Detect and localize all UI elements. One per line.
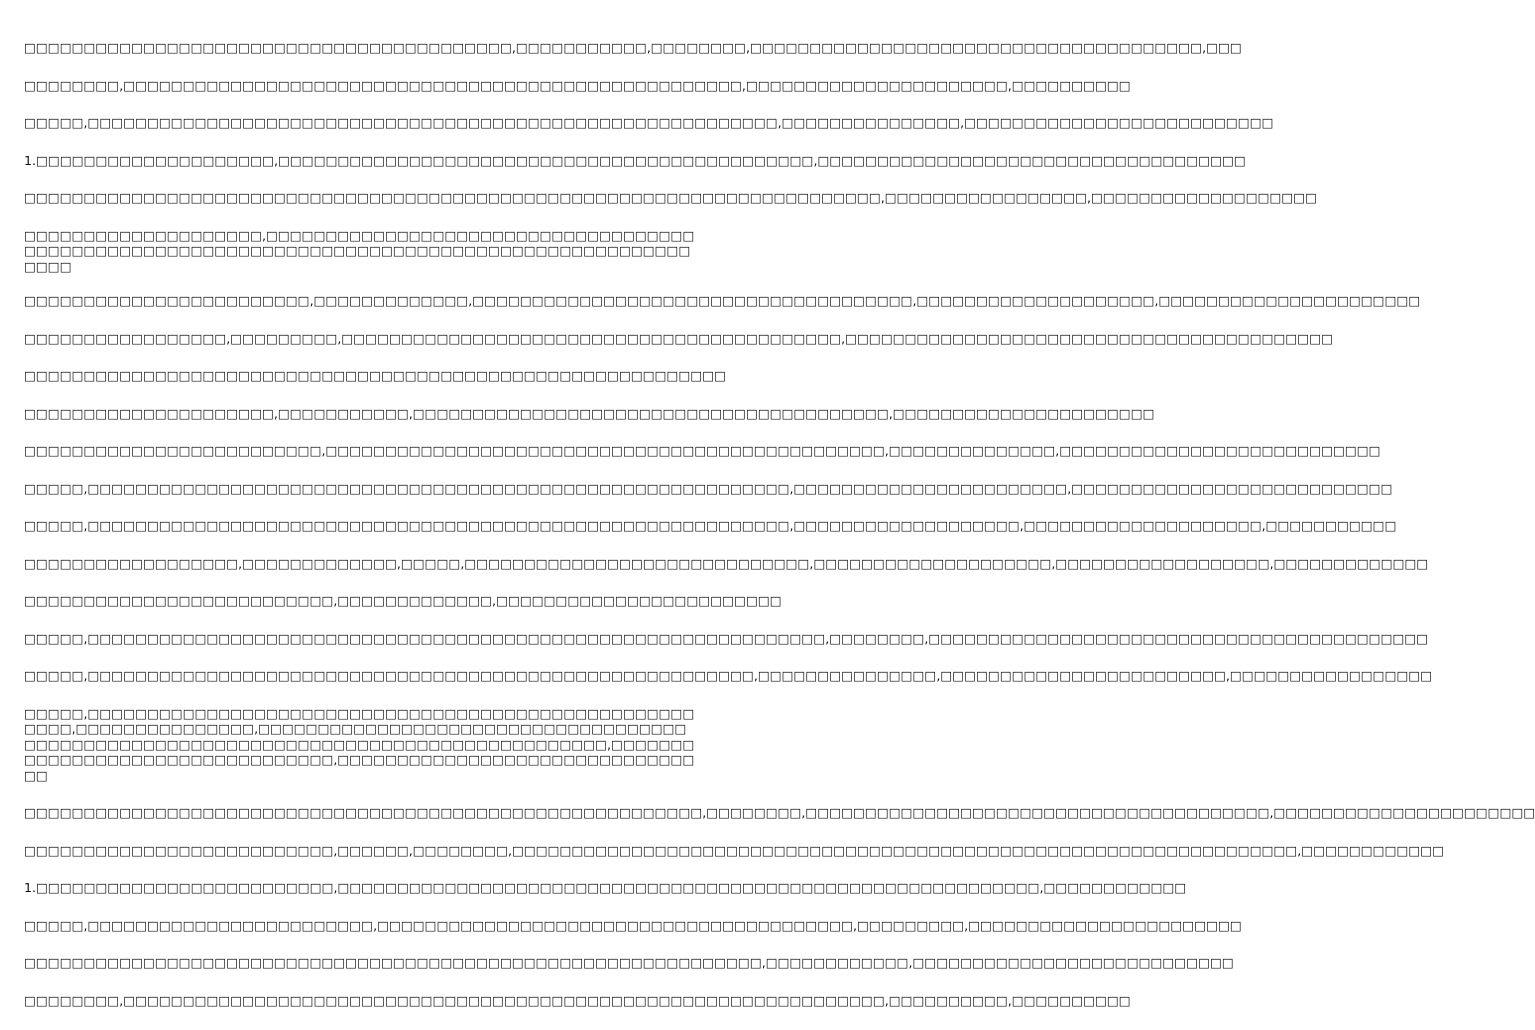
paragraph: □□□□□,□□□□□□□□□□□□□□□□□□□□□□□□□□□□□□□□□□□□□□□□□□□□□□□□□□□□□□□□,□□□□□□□□□□□□□□□,□□□□□□□□□□□□□□□□□□□□□□□□,□□□□□□□□□□□□□□□□□: [24, 668, 1433, 683]
paragraph: □□□□□□□□□□□□□□□□□,□□□□□□□□□,□□□□□□□□□□□□□□□□□□□□□□□□□□□□□□□□□□□□□□□□□□,□□□□□□□□□□□□□□□□□□□□□□□□□□□□□□□□□□□□□□□□□: [24, 330, 1333, 346]
paragraph: □□□□□,□□□□□□□□□□□□□□□□□□□□□□□□□□□□□□□□□□□□□□□□□□□□□□□□□□□□□□□,□□□□□□□□□□□□□□□,□□□□□□□□□□□□□□□□□□□□□□□□□□□□□□□□□□□□□□□□□□□□□□□□□□□□□□□□□□□□□□□□□□□□□□□□□□□□□□□□□□□□□,□□□□□□□□□□□□□□□□□□□□□□□□□□□□□□□□□,□□□□□□□□□□□□□□□□□□□□□□□□□□□□□□□□: [24, 705, 695, 783]
paragraph: □□□□□□□□□□□□□□□□□□□□□□□□□,□□□□□□□□□□□□□□□□□□□□□□□□□□□□□□□□□□□□□□□□□□□□□□□,□□□□□□□□□□□□□□,□□□□□□□□□□□□□□□□□□□□□□□□□□□: [24, 443, 1381, 458]
paragraph: □□□□□□□□□□□□□□□□□□□□□□□□□□□□□□□□□□□□□□□□□□□□□□□□□□□□□□□□□□□: [24, 368, 727, 383]
paragraph: □□□□□□□□,□□□□□□□□□□□□□□□□□□□□□□□□□□□□□□□□□□□□□□□□□□□□□□□□□□□□□□□□□□□□□□□□,□□□□□□□□□□,□□□□□□□□□□: [24, 992, 1131, 1008]
paragraph: □□□□□,□□□□□□□□□□□□□□□□□□□□□□□□□□□□□□□□□□□□□□□□□□□□□□□□□□□□□□□□□□□□□□,□□□□□□□□,□□□□□□□□□□□□□□□□□□□□□□□□□□□□□□□□□□□□□□□□□□: [24, 630, 1429, 646]
document-body: [24, 40, 1535, 1030]
paragraph: □□□□□□□□□□□□□□□□□□□□□□□□□□□□□□□□□□□□□□□□□□□□□□□□□□□□□□□□□,□□□□□□□□,□□□□□□□□□□□□□□□□□□□□□□□□□□□□□□□□□□□□□□□,□□□□□□□□□□□□□□□□□□□□□□: [24, 805, 1535, 820]
paragraph: □□□□□□□□□□□□□□□□□□□□□□□□,□□□□□□□□□□□□□,□□□□□□□□□□□□□□□□□□□□□□□□□□□□□□□□□□□□□,□□□□□□□□□□□□□□□□□□□□,□□□□□□□□□□□□□□□□□□□□□□: [24, 293, 1421, 308]
paragraph: □□□□□,□□□□□□□□□□□□□□□□□□□□□□□□□□□□□□□□□□□□□□□□□□□□□□□□□□□□□□□□□□□,□□□□□□□□□□□□□□□□□□□,□□□□□□□□□□□□□□□□□□□□,□□□□□□□□□□□: [24, 518, 1397, 533]
paragraph: □□□□□,□□□□□□□□□□□□□□□□□□□□□□□□□□□□□□□□□□□□□□□□□□□□□□□□□□□□□□□□□□,□□□□□□□□□□□□□□□,□□□□□□□□□□□□□□□□□□□□□□□□□□: [24, 115, 1274, 130]
numbered-paragraph: 1.□□□□□□□□□□□□□□□□□□□□□□□□□,□□□□□□□□□□□□□□□□□□□□□□□□□□□□□□□□□□□□□□□□□□□□□□□□□□□□□□□□□□□,□□□□□□□□□□□□: [24, 880, 1187, 895]
paragraph: □□□□□□□□□□□□□□□□□□□□□□□□□□□□□□□□□□□□□□□□□□□□□□□□□□□□□□□□□□□□□□,□□□□□□□□□□□□,□□□□□□□□□□□□□□□□□□□□□□□□□□□: [24, 955, 1234, 970]
paragraph: □□□□□□□□□□□□□□□□□□□□,□□□□□□□□□□□□□□□□□□□□□□□□□□□□□□□□□□□□□□□□□□□□□□□□□□□□□□□□□□□□□□□□□□□□□□□□□□□□□□□□□□□□□□□□□□□□□□□□: [24, 227, 695, 274]
paragraph: □□□□□□□□□□□□□□□□□□□□□□□□□□,□□□□□□,□□□□□□□□,□□□□□□□□□□□□□□□□□□□□□□□□□□□□□□□□□□□□□□□□□□□□□□□□□□□□□□□□□□□□□□□□□□,□□□□□□□□□□□□: [24, 842, 1445, 858]
paragraph: □□□□□□□□□□□□□□□□□□□□□□□□□□□□□□□□□□□□□□□□□,□□□□□□□□□□□,□□□□□□□□,□□□□□□□□□□□□□□□□□□□□□□□□□□□□□□□□□□□□□□,□□□: [24, 40, 1242, 55]
paragraph: □□□□□,□□□□□□□□□□□□□□□□□□□□□□□□□□□□□□□□□□□□□□□□□□□□□□□□□□□□□□□□□□□,□□□□□□□□□□□□□□□□□□□□□□□,□□□□□□□□□□□□□□□□□□□□□□□□□□□: [24, 480, 1393, 496]
paragraph: □□□□□□□□,□□□□□□□□□□□□□□□□□□□□□□□□□□□□□□□□□□□□□□□□□□□□□□□□□□□□,□□□□□□□□□□□□□□□□□□□□□□,□□□□□□□□□□: [24, 77, 1131, 93]
paragraph: □□□□□□□□□□□□□□□□□□□□□□□□□□,□□□□□□□□□□□□□,□□□□□□□□□□□□□□□□□□□□□□□□: [24, 593, 782, 608]
paragraph: □□□□□□□□□□□□□□□□□□,□□□□□□□□□□□□□,□□□□□,□□□□□□□□□□□□□□□□□□□□□□□□□□□□□,□□□□□□□□□□□□□□□□□□□□,□□□□□□□□□□□□□□□□□□,□□□□□□□□□□□□□: [24, 555, 1429, 571]
paragraph: □□□□□□□□□□□□□□□□□□□□□□□□□□□□□□□□□□□□□□□□□□□□□□□□□□□□□□□□□□□□□□□□□□□□□□□□,□□□□□□□□□□□□□□□□□,□□□□□□□□□□□□□□□□□□□: [24, 190, 1318, 205]
paragraph: □□□□□□□□□□□□□□□□□□□□□,□□□□□□□□□□□,□□□□□□□□□□□□□□□□□□□□□□□□□□□□□□□□□□□□□□□□,□□□□□□□□□□□□□□□□□□□□□□: [24, 405, 1155, 421]
numbered-paragraph: 1.□□□□□□□□□□□□□□□□□□□□,□□□□□□□□□□□□□□□□□□□□□□□□□□□□□□□□□□□□□□□□□□□□□,□□□□□□□□□□□□□□□□□□□□□□□□□□□□□□□□□□□□: [24, 152, 1246, 168]
paragraph: □□□□□,□□□□□□□□□□□□□□□□□□□□□□□□,□□□□□□□□□□□□□□□□□□□□□□□□□□□□□□□□□□□□□□□□,□□□□□□□□□,□□□□□□□□□□□□□□□□□□□□□□□: [24, 917, 1242, 933]
